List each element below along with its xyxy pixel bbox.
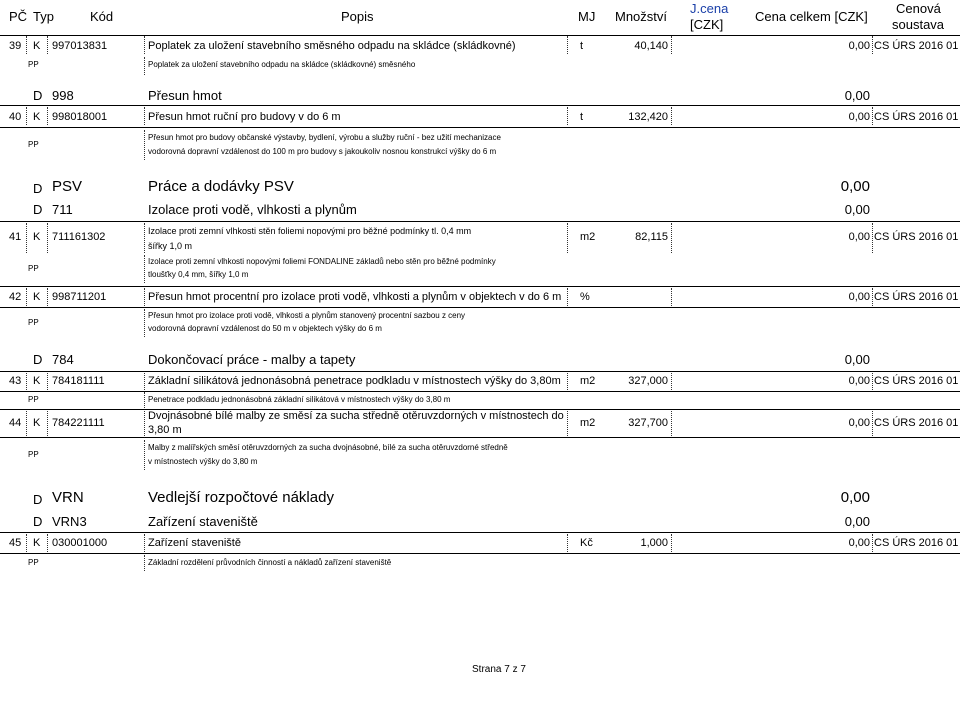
section-kod: 998 [52, 88, 74, 103]
col-sep [144, 107, 145, 125]
col-sep [26, 36, 27, 54]
row-typ: PP [28, 318, 39, 327]
section-popis: Zařízení staveniště [148, 514, 258, 529]
row-kod: 998018001 [52, 111, 108, 123]
section-cena: 0,00 [844, 514, 870, 529]
col-sep [47, 223, 48, 253]
col-sep [47, 107, 48, 125]
row-typ: K [33, 291, 41, 303]
row-cena: 0,00 [848, 231, 870, 243]
rule [0, 532, 960, 533]
row-mj: t [580, 111, 584, 123]
row-pc: 40 [9, 111, 22, 123]
col-sep [144, 130, 145, 160]
header-kod: Kód [90, 9, 114, 24]
col-sep [26, 223, 27, 253]
row-soustava: CS ÚRS 2016 01 [874, 231, 959, 243]
row-kod: 784181111 [52, 375, 105, 387]
row-typ: PP [28, 264, 39, 273]
rule [0, 307, 960, 308]
row-soustava: CS ÚRS 2016 01 [874, 111, 959, 123]
col-sep [872, 36, 873, 54]
row-typ: K [33, 231, 41, 243]
header-pc: PČ [9, 9, 28, 24]
col-sep [872, 223, 873, 253]
col-sep [144, 36, 145, 54]
row-kod: 784221111 [52, 417, 105, 429]
row-mnozstvi: 327,000 [628, 375, 668, 387]
col-sep [47, 373, 48, 390]
section-kod: PSV [52, 178, 83, 195]
section-typ: D [33, 181, 43, 196]
col-sep [567, 534, 568, 552]
col-sep [567, 107, 568, 125]
row-kod: 998711201 [52, 291, 107, 303]
row-cena: 0,00 [848, 291, 870, 303]
col-sep [872, 534, 873, 552]
row-kod: 997013831 [52, 40, 108, 52]
section-popis: Práce a dodávky PSV [148, 178, 294, 195]
col-sep [872, 107, 873, 125]
row-typ: K [33, 537, 41, 549]
row-popis: 3,80 m [148, 424, 182, 436]
col-sep [26, 534, 27, 552]
col-sep [144, 411, 145, 436]
col-sep [671, 373, 672, 390]
rule [0, 221, 960, 222]
col-sep [144, 373, 145, 390]
row-desc-text: Penetrace podkladu jednonásobná základní silikátová v místnostech výšky do 3,80 m [148, 395, 451, 404]
header-cenova-1: Cenová [896, 1, 941, 16]
row-soustava: CS ÚRS 2016 01 [874, 291, 959, 303]
row-popis: Přesun hmot ruční pro budovy v do 6 m [148, 111, 341, 123]
col-sep [47, 411, 48, 436]
rule [0, 286, 960, 287]
col-sep [144, 440, 145, 470]
row-desc-line: Malby z malířských směsí otěruvzdorných za sucha dvojnásobné, bílé za sucha otěruvzdorné středně [148, 443, 508, 452]
row-soustava: CS ÚRS 2016 01 [874, 40, 959, 52]
row-popis: Dvojnásobné bílé malby ze směsí za sucha středně otěruvzdorných v místnostech do [148, 410, 564, 422]
row-popis: šířky 1,0 m [148, 241, 193, 251]
row-typ: K [33, 375, 41, 387]
col-sep [872, 373, 873, 390]
col-sep [567, 223, 568, 253]
row-mj: Kč [580, 537, 593, 549]
col-sep [47, 288, 48, 306]
section-typ: D [33, 352, 43, 367]
rule [0, 553, 960, 554]
row-kod: 030001000 [52, 537, 108, 549]
col-sep [671, 36, 672, 54]
col-sep [671, 534, 672, 552]
section-typ: D [33, 202, 43, 217]
col-sep [47, 36, 48, 54]
row-pc: 41 [9, 231, 22, 243]
row-cena: 0,00 [848, 375, 870, 387]
row-mj: m2 [580, 231, 596, 243]
row-mnozstvi: 82,115 [635, 231, 668, 243]
col-sep [872, 411, 873, 436]
row-popis: Základní silikátová jednonásobná penetrace podkladu v místnostech výšky do 3,80m [148, 375, 561, 387]
row-typ: K [33, 111, 41, 123]
row-desc-line: v místnostech výšky do 3,80 m [148, 457, 258, 466]
row-desc-line: Přesun hmot pro izolace proti vodě, vlhkosti a plynům stanovený procentní sazbou z ceny [148, 311, 466, 320]
row-soustava: CS ÚRS 2016 01 [874, 417, 959, 429]
row-pc: 44 [9, 417, 22, 429]
row-mnozstvi: 1,000 [640, 537, 668, 549]
section-kod: VRN [52, 489, 84, 506]
header-typ: Typ [33, 9, 54, 24]
row-pc: 45 [9, 537, 22, 549]
row-typ: PP [28, 60, 39, 69]
section-cena: 0,00 [844, 352, 870, 367]
col-sep [567, 36, 568, 54]
row-mj: t [580, 40, 584, 52]
row-pc: 43 [9, 375, 22, 387]
row-desc-text: Poplatek za uložení stavebního odpadu na skládce (skládkovné) směsného [148, 60, 416, 69]
table-header [0, 0, 960, 33]
row-mnozstvi: 132,420 [628, 111, 668, 123]
col-sep [47, 534, 48, 552]
row-typ: PP [28, 558, 39, 567]
header-cena-celkem: Cena celkem [CZK] [755, 9, 868, 24]
section-popis: Izolace proti vodě, vlhkosti a plynům [148, 202, 357, 217]
col-sep [144, 555, 145, 571]
col-sep [671, 288, 672, 306]
col-sep [671, 223, 672, 253]
row-soustava: CS ÚRS 2016 01 [874, 537, 959, 549]
row-cena: 0,00 [848, 417, 870, 429]
row-pc: 39 [9, 40, 22, 52]
row-typ: PP [28, 140, 39, 149]
col-sep [567, 411, 568, 436]
col-sep [144, 255, 145, 283]
section-popis: Dokončovací práce - malby a tapety [148, 352, 356, 367]
col-sep [872, 288, 873, 306]
section-cena: 0,00 [840, 489, 870, 506]
col-sep [144, 223, 145, 253]
row-mj: m2 [580, 417, 596, 429]
col-sep [144, 392, 145, 408]
section-kod: 784 [52, 352, 74, 367]
row-cena: 0,00 [848, 40, 870, 52]
col-sep [26, 288, 27, 306]
section-kod: VRN3 [52, 514, 87, 529]
col-sep [671, 411, 672, 436]
row-cena: 0,00 [848, 537, 870, 549]
row-typ: PP [28, 450, 39, 459]
row-mj: % [580, 291, 590, 303]
row-pc: 42 [9, 291, 22, 303]
header-jcena-2: [CZK] [690, 17, 724, 32]
rule [0, 437, 960, 438]
row-desc-text: Základní rozdělení průvodních činností a nákladů zařízení staveniště [148, 558, 392, 567]
section-typ: D [33, 492, 43, 507]
row-desc-line: vodorovná dopravní vzdálenost do 50 m v objektech výšky do 6 m [148, 324, 382, 333]
header-jcena-1: J.cena [690, 1, 729, 16]
row-typ: K [33, 40, 41, 52]
row-cena: 0,00 [848, 111, 870, 123]
row-soustava: CS ÚRS 2016 01 [874, 375, 959, 387]
row-mj: m2 [580, 375, 596, 387]
row-popis: Přesun hmot procentní pro izolace proti vodě, vlhkosti a plynům v objektech v do 6 m [148, 291, 562, 303]
col-sep [671, 107, 672, 125]
row-desc-line: Přesun hmot pro budovy občanské výstavby, bydlení, výrobu a služby ruční - bez užití mechanizace [148, 133, 501, 142]
section-popis: Přesun hmot [148, 88, 222, 103]
col-sep [144, 288, 145, 306]
rule [0, 371, 960, 372]
col-sep [567, 288, 568, 306]
section-cena: 0,00 [840, 178, 870, 195]
row-desc-line: vodorovná dopravní vzdálenost do 100 m pro budovy s jakoukoliv nosnou konstrukcí výšky do 6 m [148, 147, 497, 156]
col-sep [26, 107, 27, 125]
row-kod: 711161302 [52, 231, 106, 243]
row-mnozstvi: 40,140 [634, 40, 668, 52]
row-desc-line: Izolace proti zemní vlhkosti nopovými foliemi FONDALINE základů nebo stěn pro běžné podmínky [148, 257, 496, 266]
row-desc-line: tloušťky 0,4 mm, šířky 1,0 m [148, 270, 249, 279]
section-cena: 0,00 [844, 202, 870, 217]
header-mj: MJ [578, 9, 596, 24]
section-kod: 711 [52, 202, 73, 217]
section-cena: 0,00 [844, 88, 870, 103]
row-popis: Poplatek za uložení stavebního směsného odpadu na skládce (skládkovné) [148, 40, 516, 52]
row-popis: Zařízení staveniště [148, 537, 241, 549]
row-typ: PP [28, 395, 39, 404]
header-mnozstvi: Množství [615, 9, 668, 24]
header-cenova-2: soustava [892, 17, 945, 32]
section-typ: D [33, 88, 43, 103]
col-sep [567, 373, 568, 390]
rule [0, 105, 960, 106]
col-sep [144, 309, 145, 337]
col-sep [144, 57, 145, 75]
col-sep [144, 534, 145, 552]
page-number: Strana 7 z 7 [472, 664, 526, 675]
col-sep [26, 411, 27, 436]
row-popis: Izolace proti zemní vlhkosti stěn foliemi nopovými pro běžné podmínky tl. 0,4 mm [148, 226, 472, 236]
section-typ: D [33, 514, 43, 529]
col-sep [26, 373, 27, 390]
rule [0, 127, 960, 128]
header-popis: Popis [341, 9, 374, 24]
row-mnozstvi: 327,700 [628, 417, 668, 429]
section-popis: Vedlejší rozpočtové náklady [148, 489, 334, 506]
row-typ: K [33, 417, 41, 429]
